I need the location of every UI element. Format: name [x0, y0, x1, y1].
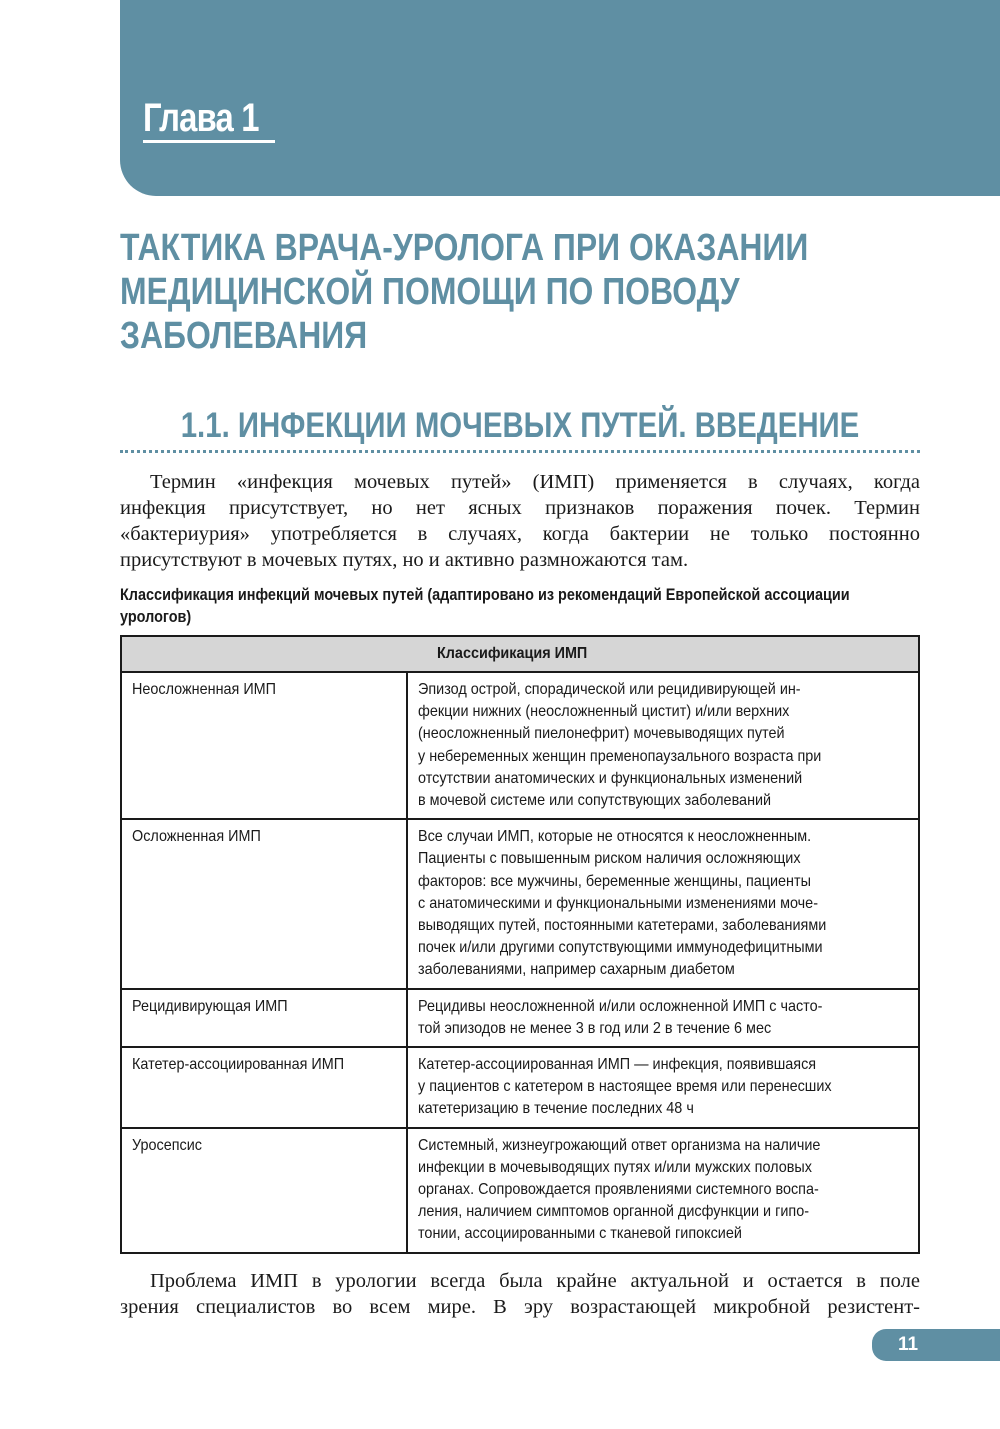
term-cell: [121, 819, 407, 988]
chapter-title-line: ЗАБОЛЕВАНИЯ: [120, 315, 368, 357]
description-line: (неосложненный пиелонефрит) мочевыводящих путей: [418, 725, 785, 743]
term-cell: [121, 1047, 407, 1128]
paragraph-line: инфекция присутствует, но нет ясных признаков поражения почек. Термин: [120, 497, 920, 519]
chapter-title: [120, 226, 859, 358]
description-line: органах. Сопровождается проявлениями системного воспа-: [418, 1181, 819, 1199]
table-caption: [120, 584, 920, 628]
paragraph-line: присутствуют в мочевых путях, но и активно размножаются там.: [120, 549, 689, 571]
table-caption-line: урологов): [120, 608, 192, 626]
page-number: 11: [897, 1334, 919, 1355]
term-cell: [121, 989, 407, 1047]
section-divider: [120, 450, 920, 453]
table-row: [121, 819, 919, 988]
description-line: Все случаи ИМП, которые не относятся к неосложненным.: [418, 828, 812, 846]
page-number-tab: [872, 1329, 1000, 1361]
term-cell: [121, 672, 407, 819]
paragraph-line: Проблема ИМП в урологии всегда была крайне актуальной и остается в поле: [150, 1270, 920, 1292]
description-line: в мочевой системе или сопутствующих заболеваний: [418, 792, 772, 810]
description-line: отсутствии анатомических и функциональных изменений: [418, 769, 803, 787]
chapter-title-line: МЕДИЦИНСКОЙ ПОМОЩИ ПО ПОВОДУ: [120, 271, 740, 313]
description-line: у пациентов с катетером в настоящее время или перенесших: [418, 1078, 832, 1096]
description-cell: [407, 819, 919, 988]
description-line: катетеризацию в течение последних 48 ч: [418, 1100, 694, 1118]
description-line: Системный, жизнеугрожающий ответ организма на наличие: [418, 1136, 821, 1154]
table-row: [121, 1128, 919, 1253]
chapter-title-line: ТАКТИКА ВРАЧА-УРОЛОГА ПРИ ОКАЗАНИИ: [120, 227, 809, 269]
description-line: той эпизодов не менее 3 в год или 2 в течение 6 мес: [418, 1019, 772, 1037]
description-line: фекции нижних (неосложненный цистит) и/или верхних: [418, 703, 790, 721]
paragraph-line: «бактериурия» употребляется в случаях, когда бактерии не только постоянно: [120, 523, 920, 545]
description-line: с анатомическими и функциональными изменениями моче-: [418, 894, 818, 912]
description-line: заболеваниями, например сахарным диабетом: [418, 961, 735, 979]
description-line: Катетер-ассоциированная ИМП — инфекция, появившаяся: [418, 1056, 817, 1074]
description-line: выводящих путей, постоянными катетерами, заболеваниями: [418, 917, 827, 935]
term-cell: [121, 1128, 407, 1253]
description-line: Пациенты с повышенным риском наличия осложняющих: [418, 850, 801, 868]
table-row: [121, 989, 919, 1047]
table-caption-line: Классификация инфекций мочевых путей (адаптировано из рекомендаций Европейской ассоциации: [120, 586, 850, 604]
table-header: [121, 636, 919, 672]
description-line: инфекции в мочевыводящих путях и/или мужских половых: [418, 1158, 812, 1176]
closing-paragraph: [120, 1268, 920, 1320]
description-line: Рецидивы неосложненной и/или осложненной ИМП с часто-: [418, 997, 823, 1015]
description-line: факторов: все мужчины, беременные женщины, пациенты: [418, 872, 811, 890]
table-row: [121, 1047, 919, 1128]
description-line: тонии, ассоциированными с тканевой гипоксией: [418, 1225, 742, 1243]
description-cell: [407, 672, 919, 819]
intro-paragraph: [120, 469, 920, 573]
description-line: почек и/или другими сопутствующими иммунодефицитными: [418, 939, 823, 957]
table-row: [121, 672, 919, 819]
paragraph-line: Термин «инфекция мочевых путей» (ИМП) применяется в случаях, когда: [150, 471, 920, 493]
description-cell: [407, 1128, 919, 1253]
classification-table: [120, 635, 920, 1254]
paragraph-line: зрения специалистов во всем мире. В эру возрастающей микробной резистент-: [120, 1296, 920, 1318]
description-line: у небеременных женщин пременопаузального возраста при: [418, 747, 822, 765]
chapter-label: Глава 1: [143, 96, 259, 140]
table-header-label: Классификация ИМП: [436, 644, 587, 662]
description-line: Эпизод острой, спорадической или рецидивирующей ин-: [418, 681, 801, 698]
term-label: Уросепсис: [132, 1136, 202, 1154]
table-header-row: [121, 636, 919, 672]
description-cell: [407, 989, 919, 1047]
description-cell: [407, 1047, 919, 1128]
term-label: Рецидивирующая ИМП: [132, 997, 288, 1015]
term-label: Неосложненная ИМП: [132, 681, 277, 698]
term-label: Осложненная ИМП: [132, 828, 261, 846]
description-line: ления, наличием симптомов органной дисфункции и гипо-: [418, 1203, 809, 1221]
term-label: Катетер-ассоциированная ИМП: [132, 1056, 345, 1074]
chapter-label-underline: [143, 140, 275, 143]
section-title: 1.1. ИНФЕКЦИИ МОЧЕВЫХ ПУТЕЙ. ВВЕДЕНИЕ: [180, 406, 860, 445]
